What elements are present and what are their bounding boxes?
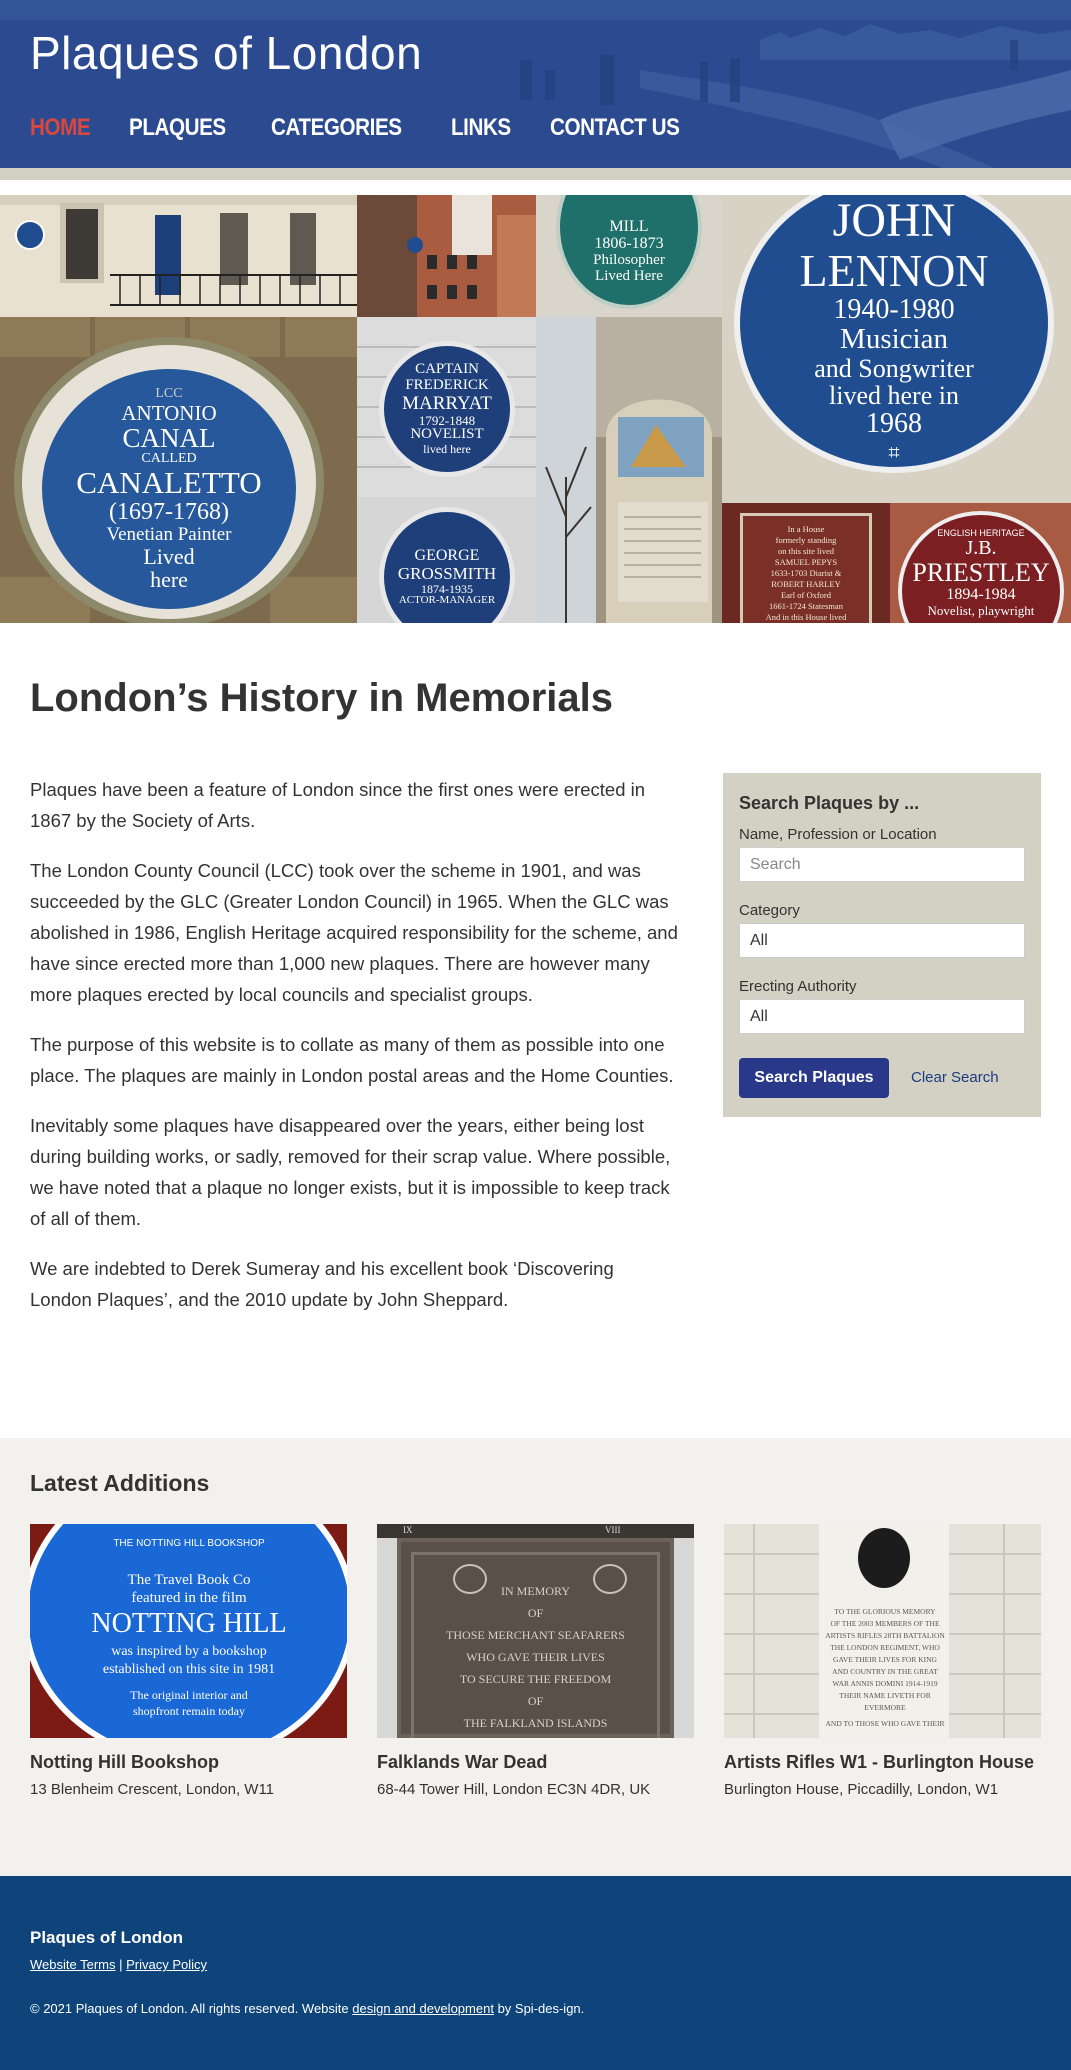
artists-rifles-inscription <box>822 1606 948 1730</box>
plaque-text: 1661-1724 Statesman <box>769 601 843 611</box>
plaque-text: ACTOR-MANAGER <box>398 594 496 607</box>
plaque-text: LENNON <box>799 244 989 296</box>
hero-plaque-lennon <box>722 195 1071 503</box>
plaque-text: (1697-1768) <box>109 498 229 525</box>
plaque-text: In a House <box>787 524 825 534</box>
copyright-prefix: © 2021 Plaques of London. All rights reserved. Website <box>30 2001 349 2016</box>
footer-separator: | <box>119 1957 123 1972</box>
plaque-text: Musician <box>840 323 948 356</box>
hero-plaque-canaletto <box>0 317 357 623</box>
hero-plaque-priestley <box>890 503 1071 623</box>
grossmith-plaque <box>379 507 515 623</box>
plaque-text: THE LONDON REGIMENT, WHO <box>830 1643 940 1652</box>
memorial-top-band <box>377 1524 694 1538</box>
intro-paragraph: The purpose of this website is to collate as many of them as possible into one place. The plaques are mainly in London postal areas and the Home Counties. <box>30 1034 674 1086</box>
plaque-text: 1874-1935 <box>421 581 473 596</box>
plaque-text: AND COUNTRY IN THE GREAT <box>832 1667 938 1676</box>
footer-brand: Plaques of London <box>30 1928 183 1947</box>
plaque-text: ANTONIO <box>121 400 217 425</box>
plaque-text: THEIR NAME LIVETH FOR EVERMORE <box>839 1691 931 1712</box>
site-title[interactable]: Plaques of London <box>30 27 423 79</box>
latest-additions <box>0 1438 1071 1876</box>
memorial-arch-illustration <box>536 317 722 623</box>
plaque-text: PRIESTLEY <box>912 558 1050 588</box>
plaque-text: 1792-1848 <box>418 412 476 428</box>
plaque-text: CANALETTO <box>76 464 262 500</box>
intro-paragraph: Inevitably some plaques have disappeared over the years, either being lost during building works, or sadly, removed for their scrap value. Where possible, we have noted that a plaque no longer exists, but it is impossible to keep track of all of them. <box>30 1115 671 1229</box>
hero-plaque-mill <box>536 195 722 317</box>
nav-contact-us[interactable]: CONTACT US <box>549 114 680 141</box>
nav-links[interactable]: LINKS <box>451 114 512 141</box>
card-image-artists-rifles[interactable] <box>724 1524 1041 1738</box>
plaque-text: and Songwriter <box>814 353 974 383</box>
plaque-text: FREDERICK <box>405 377 489 394</box>
priestley-plaque <box>898 511 1064 623</box>
plaque-text: here <box>150 566 188 592</box>
card-address: Burlington House, Piccadilly, London, W1 <box>724 1781 999 1798</box>
hero-plaque-grossmith <box>357 497 536 623</box>
plaque-text: AND TO THOSE WHO GAVE THEIR <box>825 1719 945 1728</box>
plaque-text: 1940-1980 <box>833 293 955 325</box>
nav-plaques[interactable]: PLAQUES <box>129 114 226 141</box>
intro-text <box>30 774 680 1334</box>
pepys-plaque-panel <box>740 513 872 623</box>
lennon-plaque <box>734 195 1054 473</box>
english-heritage-logo-icon: ⌗ <box>888 441 900 464</box>
mill-plaque <box>556 195 702 309</box>
hero-photo-townhouses <box>0 195 357 317</box>
plaque-text: Novelist, playwright <box>927 602 1035 618</box>
plaque-text: was inspired by a bookshop <box>111 1644 267 1659</box>
plaque-text: 1633-1703 Diarist & <box>770 568 842 578</box>
plaque-text: 1806-1873 <box>594 235 664 253</box>
plaque-text: IN MEMORY <box>500 1584 570 1598</box>
notting-hill-plaque <box>30 1524 347 1738</box>
plaque-text: SAMUEL PEPYS <box>774 557 838 567</box>
plaque-text: NOTTING HILL <box>91 1608 287 1639</box>
site-footer <box>0 1876 1071 2070</box>
header-base-strip <box>0 168 1071 180</box>
site-header <box>0 0 1071 180</box>
plaque-text: The original interior and <box>130 1688 248 1702</box>
plaque-text: 1968 <box>866 408 922 440</box>
nav-home[interactable]: HOME <box>30 114 91 141</box>
plaque-text: J.B. <box>965 537 997 560</box>
plaque-text: ARTISTS RIFLES 28TH BATTALION <box>825 1631 945 1640</box>
hero-photo-buildings <box>357 195 536 317</box>
intro-paragraph: Plaques have been a feature of London since the first ones were erected in 1867 by the Society of Arts. <box>30 779 646 831</box>
card-image-notting-hill[interactable] <box>30 1524 347 1738</box>
plaque-text: CANAL <box>122 422 216 453</box>
plaque-text: ROBERT HARLEY <box>771 579 841 589</box>
plaque-text: WHO GAVE THEIR LIVES <box>466 1650 605 1664</box>
card-image-falklands[interactable] <box>377 1524 694 1738</box>
plaque-text: And in this House lived <box>765 612 847 622</box>
plaque-text: THE NOTTING HILL BOOKSHOP <box>113 1538 265 1549</box>
plaque-text: MARRYAT <box>402 392 492 414</box>
hero-collage <box>0 195 1071 623</box>
bronze-plaque <box>397 1538 674 1738</box>
copyright-text <box>30 2001 584 2016</box>
copyright-suffix: by Spi-des-ign. <box>497 2001 585 2016</box>
plaque-text: CALLED <box>141 451 197 467</box>
plaque-text: Earl of Oxford <box>780 590 832 600</box>
footer-links <box>30 1957 207 1972</box>
category-select[interactable]: All <box>739 923 1025 958</box>
card-title[interactable]: Artists Rifles W1 - Burlington House <box>724 1752 1035 1772</box>
plaque-text: established on this site in 1981 <box>102 1662 276 1677</box>
main-nav <box>30 114 700 142</box>
plaque-text: MILL <box>609 218 649 236</box>
plaque-text: JOHN <box>832 195 956 248</box>
intro-paragraph: The London County Council (LCC) took over the scheme in 1901, and was succeeded by the GLC (Greater London Council) in 1965. When the GLC was abolished in 1986, English Heritage acquired responsibility for the scheme, and have since erected more than 1,000 new plaques. There are however many more plaques erected by local councils and specialist groups. <box>30 860 678 1005</box>
website-terms-link[interactable]: Website Terms <box>30 1957 116 1972</box>
intro-paragraph: We are indebted to Derek Sumeray and his excellent book ‘Discovering London Plaques’, and the 2010 update by John Sheppard. <box>30 1258 614 1310</box>
latest-heading: Latest Additions <box>30 1470 210 1496</box>
plaque-text: 1894-1984 <box>946 585 1016 603</box>
plaque-text: OF <box>527 1694 544 1708</box>
hero-plaque-marryat <box>357 317 536 497</box>
plaque-text: ENGLISH HERITAGE <box>937 528 1025 538</box>
plaque-text: lived here in <box>829 381 959 411</box>
plaque-text: Lived <box>143 543 195 569</box>
clear-search-link[interactable]: Clear Search <box>911 1069 999 1086</box>
card-title[interactable]: Notting Hill Bookshop <box>30 1752 219 1772</box>
plaque-text: on this site lived <box>778 546 834 556</box>
authority-select[interactable]: All <box>739 999 1025 1034</box>
plaque-text: Lived Here <box>595 267 663 284</box>
plaque-text: Venetian Painter <box>106 523 232 545</box>
hero-plaque-pepys <box>722 503 890 623</box>
plaque-text: TO THE GLORIOUS MEMORY <box>834 1607 936 1616</box>
nav-categories[interactable]: CATEGORIES <box>270 114 402 141</box>
buildings-illustration <box>357 195 536 317</box>
plaque-text: CAPTAIN <box>415 361 479 378</box>
search-heading: Search Plaques by ... <box>739 793 920 813</box>
search-input[interactable] <box>739 847 1025 882</box>
plaque-text: featured in the film <box>131 1590 247 1606</box>
latest-card[interactable] <box>30 1524 347 1798</box>
design-development-link[interactable]: design and development <box>352 2001 494 2016</box>
marryat-plaque <box>379 341 515 477</box>
page-title: London’s History in Memorials <box>30 676 614 720</box>
townhouse-illustration <box>0 195 357 317</box>
privacy-policy-link[interactable]: Privacy Policy <box>126 1957 208 1972</box>
search-plaques-button[interactable]: Search Plaques <box>739 1058 889 1098</box>
plaque-text: formerly standing <box>775 535 837 545</box>
latest-card[interactable] <box>377 1524 694 1798</box>
name-field-label: Name, Profession or Location <box>739 826 937 843</box>
authority-label: Erecting Authority <box>739 978 857 995</box>
plaque-text: WAR ANNIS DOMINI 1914-1919 <box>832 1679 938 1688</box>
plaque-text: The Travel Book Co <box>127 1572 251 1588</box>
plaque-text: THOSE MERCHANT SEAFARERS <box>446 1628 625 1642</box>
card-address: 13 Blenheim Crescent, London, W11 <box>30 1781 275 1798</box>
plaque-text: TO SECURE THE FREEDOM <box>459 1672 612 1686</box>
card-address: 68-44 Tower Hill, London EC3N 4DR, UK <box>377 1781 651 1798</box>
plaque-text: OF <box>527 1606 544 1620</box>
plaque-text: lived here <box>423 442 471 457</box>
plaque-text: OF THE 2003 MEMBERS OF THE <box>830 1619 940 1628</box>
latest-card[interactable] <box>724 1524 1041 1798</box>
plaque-text: LCC <box>155 386 183 402</box>
plaque-text: shopfront remain today <box>133 1704 245 1718</box>
card-title[interactable]: Falklands War Dead <box>377 1752 548 1772</box>
hero-photo-memorial-arch <box>536 317 722 623</box>
plaque-text: Philosopher <box>593 252 665 269</box>
plaque-text: IX <box>403 1525 413 1535</box>
plaque-text: GROSSMITH <box>397 563 497 583</box>
category-label: Category <box>739 902 800 919</box>
plaque-text: NOVELIST <box>410 426 484 443</box>
plaque-text: VIII <box>605 1525 621 1535</box>
search-panel <box>723 773 1041 1117</box>
plaque-text: GAVE THEIR LIVES FOR KING <box>833 1655 937 1664</box>
plaque-text: GEORGE <box>414 547 480 564</box>
plaque-text: THE FALKLAND ISLANDS <box>463 1716 608 1730</box>
canaletto-plaque <box>42 369 296 609</box>
